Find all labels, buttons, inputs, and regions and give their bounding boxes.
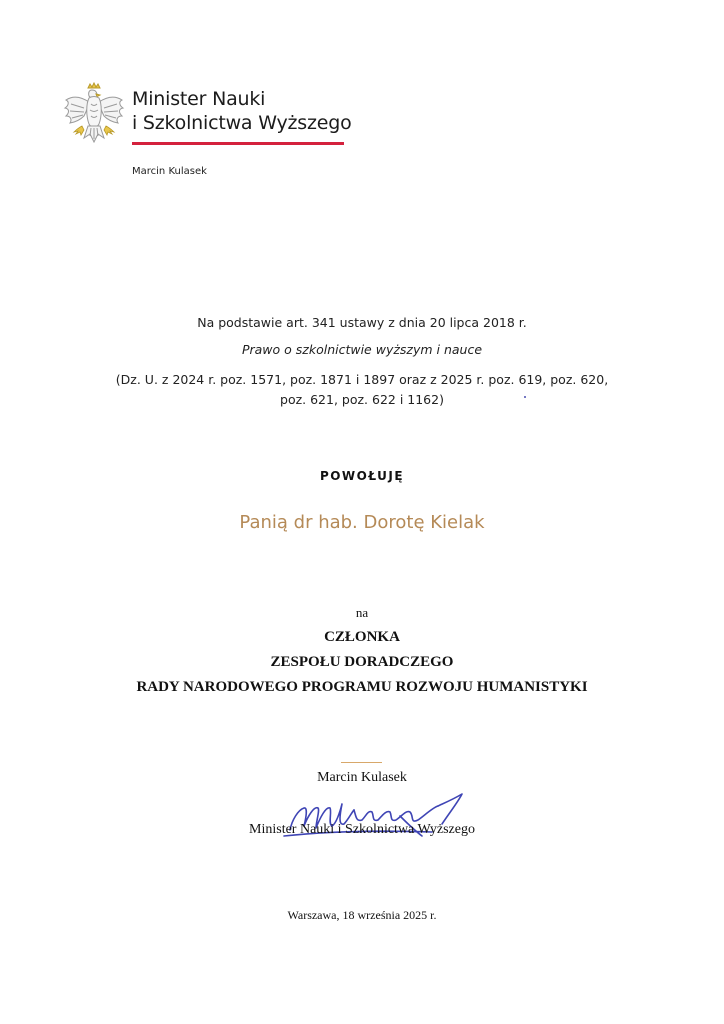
preposition: na: [355, 605, 369, 620]
legal-basis-line3: (Dz. U. z 2024 r. poz. 1571, poz. 1871 i 1897 oraz z 2025 r. poz. 619, poz. 620,: [115, 372, 609, 387]
handwritten-signature-icon: [282, 786, 478, 848]
role-line3: RADY NARODOWEGO PROGRAMU ROZWOJU HUMANISTYKI: [136, 679, 588, 695]
ministry-name: [132, 87, 352, 135]
place-and-date: Warszawa, 18 września 2025 r.: [287, 908, 437, 922]
minister-name-header: Marcin Kulasek: [132, 166, 207, 177]
ink-speck: [524, 396, 526, 398]
signatory-name: Marcin Kulasek: [317, 770, 407, 785]
legal-basis-line4: poz. 621, poz. 622 i 1162): [280, 392, 444, 407]
signatory-title: Minister Nauki i Szkolnictwa Wyższego: [249, 822, 475, 837]
ministry-name-line2: i Szkolnictwa Wyższego: [132, 112, 352, 134]
legal-basis-line1: Na podstawie art. 341 ustawy z dnia 20 lipca 2018 r.: [197, 315, 527, 330]
appointee-name: Panią dr hab. Dorotę Kielak: [239, 512, 485, 533]
role-line1: CZŁONKA: [324, 629, 400, 645]
role-line2: ZESPOŁU DORADCZEGO: [270, 654, 454, 670]
white-eagle-emblem-icon: [62, 82, 126, 148]
header-red-rule: [132, 142, 344, 145]
signature-dash: [341, 762, 382, 763]
ministry-name-line1: Minister Nauki: [132, 88, 266, 110]
act-title: Prawo o szkolnictwie wyższym i nauce: [241, 342, 483, 357]
appointment-verb: POWOŁUJĘ: [319, 469, 405, 483]
